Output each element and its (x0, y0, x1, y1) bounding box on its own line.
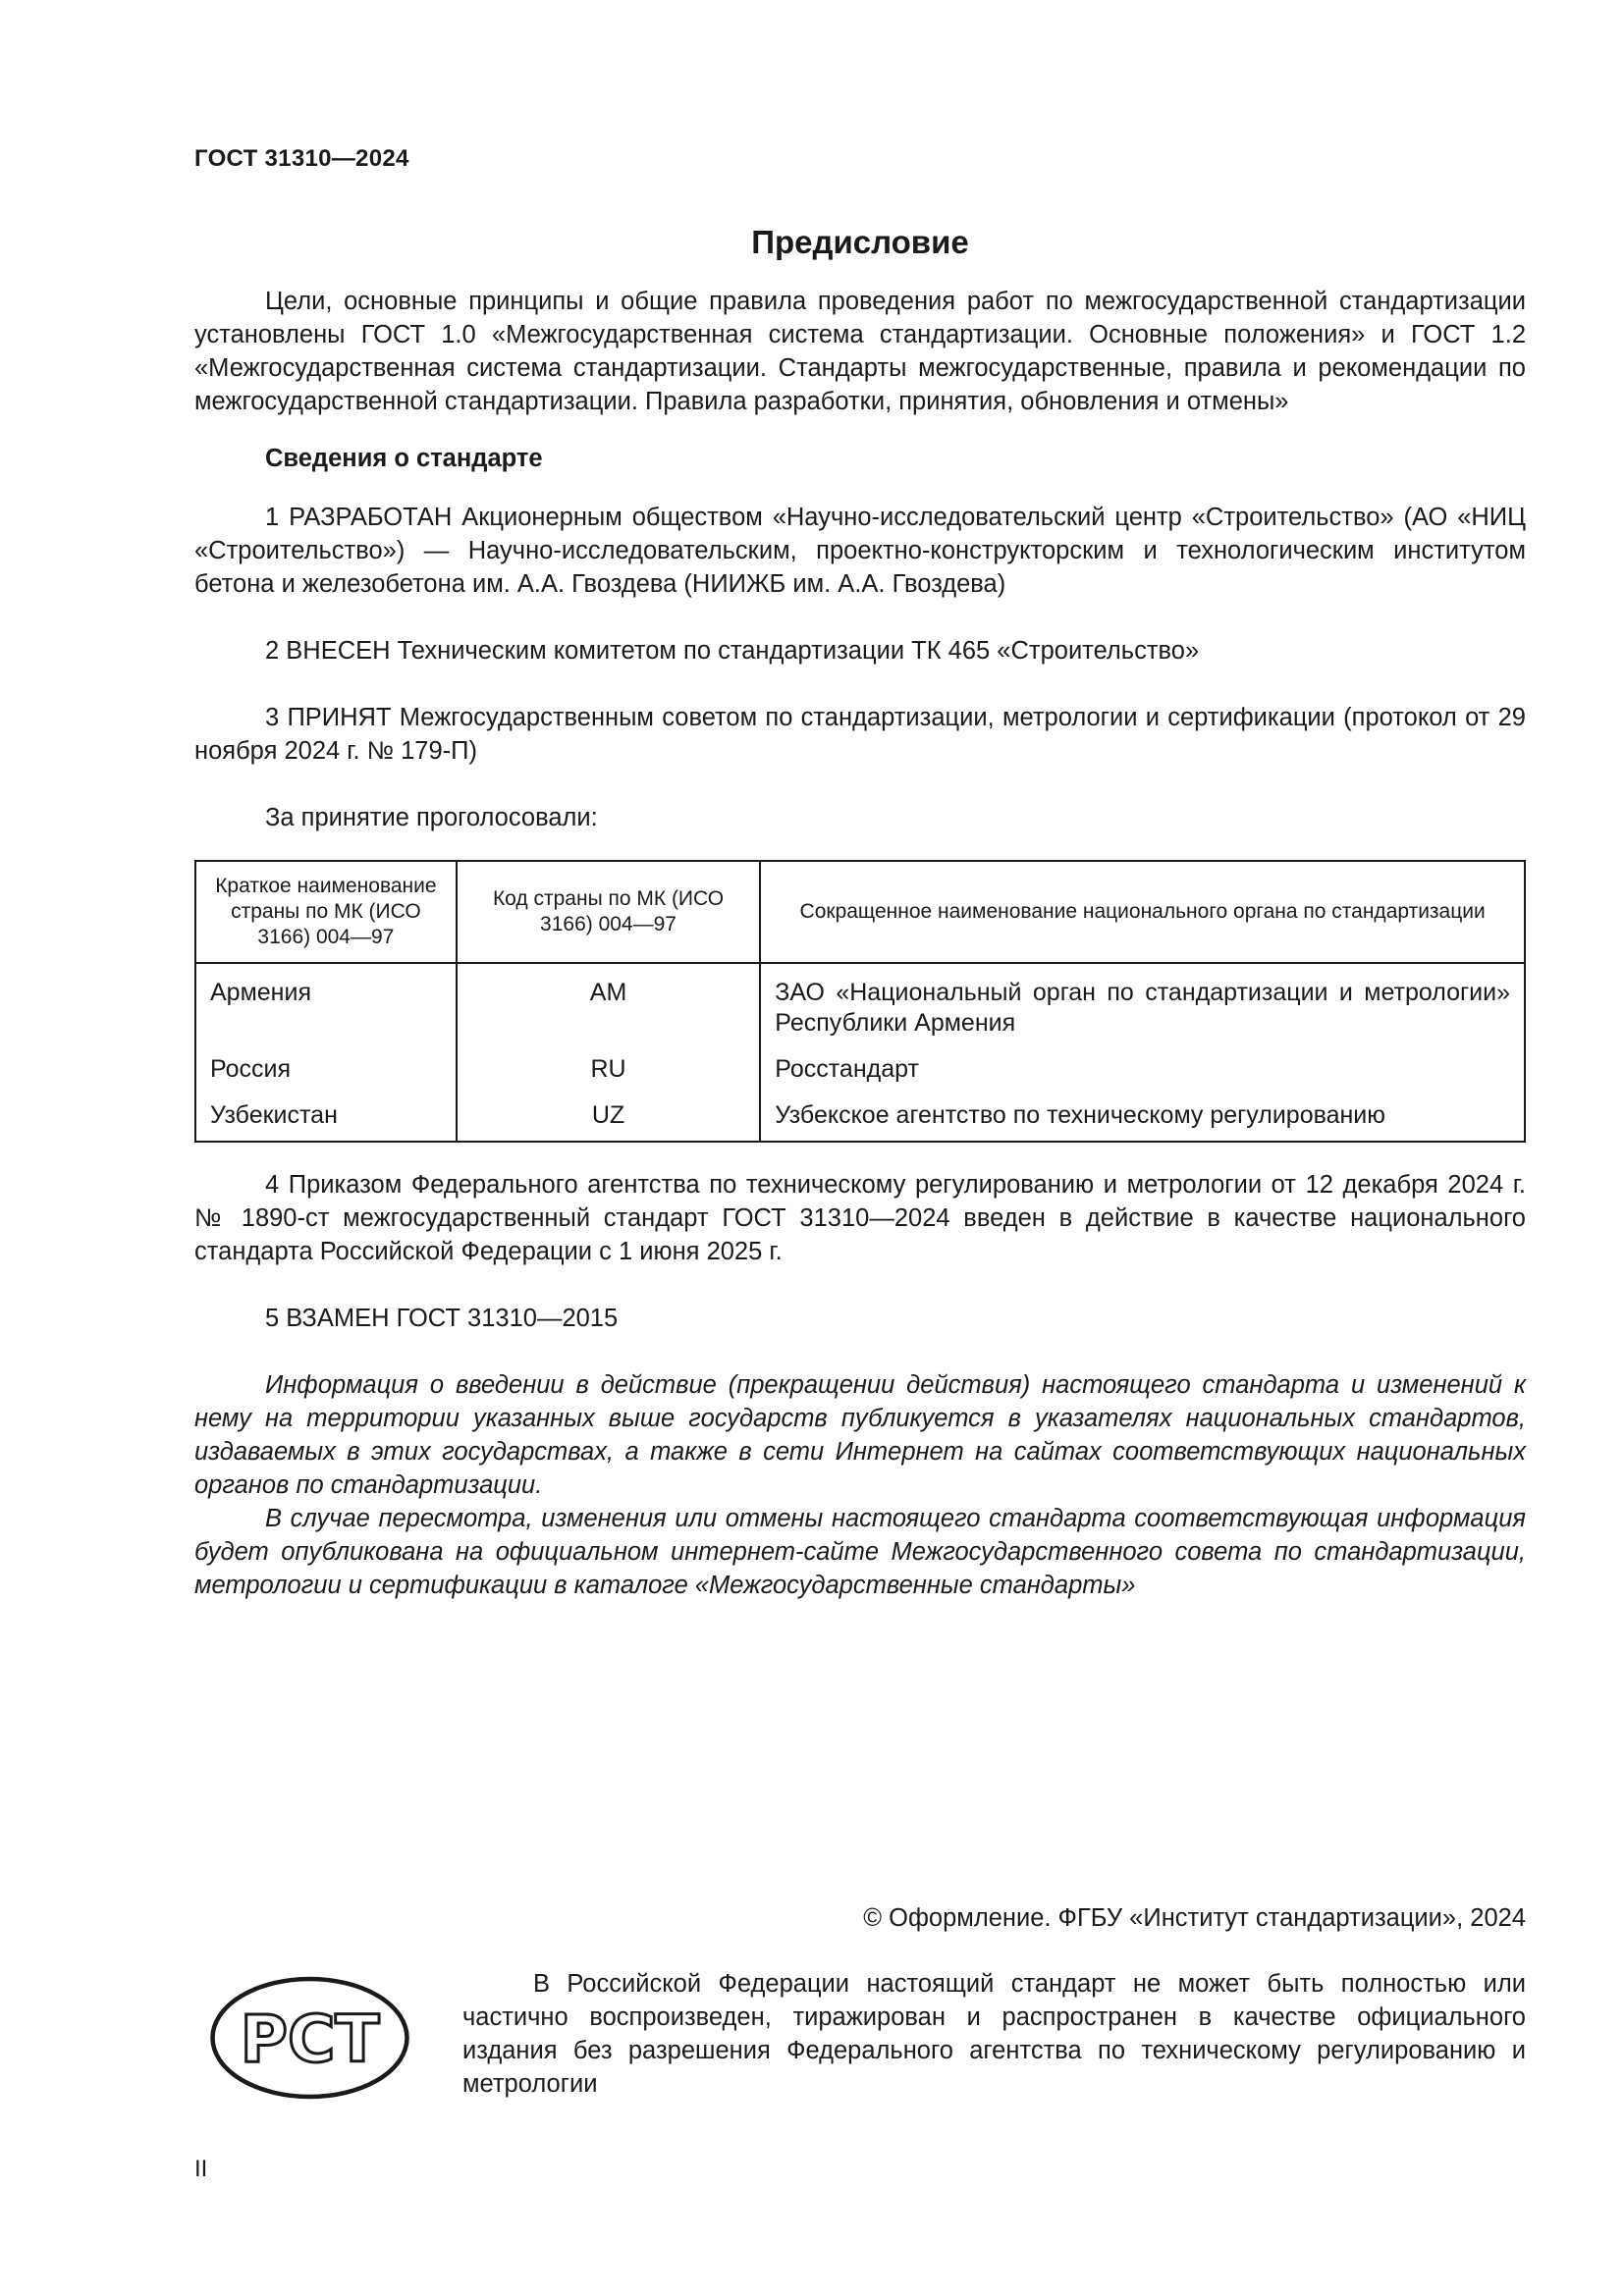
document-code: ГОСТ 31310—2024 (194, 145, 409, 172)
header-code: Код страны по МК (ИСО 3166) 004—97 (457, 861, 761, 963)
voted-label: За принятие проголосовали: (265, 804, 598, 831)
table-row (195, 1095, 1525, 1142)
item-introduced: 2 ВНЕСЕН Техническим комитетом по стандартизации ТК 465 «Строительство» (265, 637, 1200, 665)
rst-certification-mark-icon (209, 1975, 410, 2101)
copyright-line: © Оформление. ФГБУ «Институт стандартизации», 2024 (863, 1904, 1526, 1932)
cell-country: Армения (195, 963, 457, 1048)
cell-country: Узбекистан (195, 1095, 457, 1142)
document-page (194, 0, 1526, 2296)
table-row (195, 1048, 1525, 1095)
table-row (195, 963, 1525, 1048)
cell-org: ЗАО «Национальный орган по стандартизации и метрологии» Республики Армения (760, 963, 1525, 1048)
header-country: Краткое наименование страны по МК (ИСО 3166) 004—97 (195, 861, 457, 963)
cell-code: RU (457, 1048, 761, 1095)
cell-org: Росстандарт (760, 1048, 1525, 1095)
page-title: Предисловие (751, 224, 969, 260)
page-number: II (194, 2156, 208, 2182)
logo-glyphs: РСТ (240, 2002, 380, 2077)
copyright-notice: В Российской Федерации настоящий стандарт не может быть полностью или частично воспроизведен, тиражирован и распространен в качестве официального издания без разрешения Федерального агентства по техническому регулированию и метрологии (462, 1970, 1526, 2098)
standard-info-heading: Сведения о стандарте (265, 445, 543, 472)
cell-code: AM (457, 963, 761, 1048)
item-replaces: 5 ВЗАМЕН ГОСТ 31310—2015 (265, 1305, 619, 1332)
header-org: Сокращенное наименование национального органа по стандартизации (760, 861, 1525, 963)
vote-table (194, 860, 1526, 1143)
intro-paragraph: Цели, основные принципы и общие правила проведения работ по межгосударственной стандартизации установлены ГОСТ 1.0 «Межгосударственная система стандартизации. Основные положения» и ГОСТ 1.2 «Межгосударственная система стандартизации. Стандарты межгосударственные, правила и рекомендации по межгосударственной стандартизации. Правила разработки, принятия, обновления и отмены» (194, 288, 1526, 415)
item-developed: 1 РАЗРАБОТАН Акционерным обществом «Научно-исследовательский центр «Строительство» (АО «НИЦ «Строительство») — Научно-исследовательским, проектно-конструкторским и технологическим институтом бетона и железобетона им. А.А. Гвоздева (НИИЖБ им. А.А. Гвоздева) (194, 504, 1526, 598)
vote-table-header-row (195, 861, 1525, 963)
footer (194, 1967, 1526, 2114)
info-paragraph-2: В случае пересмотра, изменения или отмены настоящего стандарта соответствующая информация будет опубликована на официальном интернет-сайте Межгосударственного совета по стандартизации, метрологии и сертификации в каталоге «Межгосударственные стандарты» (194, 1505, 1526, 1599)
cell-org: Узбекское агентство по техническому регулированию (760, 1095, 1525, 1142)
item-adopted: 3 ПРИНЯТ Межгосударственным советом по стандартизации, метрологии и сертификации (протокол от 29 ноября 2024 г. № 179-П) (194, 704, 1526, 765)
item-order: 4 Приказом Федерального агентства по техническому регулированию и метрологии от 12 декабря 2024 г. № 1890-ст межгосударственный стандарт ГОСТ 31310—2024 введен в действие в качестве национального стандарта Российской Федерации с 1 июня 2025 г. (194, 1171, 1526, 1265)
document-body (194, 285, 1526, 1602)
cell-code: UZ (457, 1095, 761, 1142)
cell-country: Россия (195, 1048, 457, 1095)
info-paragraph-1: Информация о введении в действие (прекращении действия) настоящего стандарта и изменений к нему на территории указанных выше государств публикуется в указателях национальных стандартов, издаваемых в этих государствах, а также в сети Интернет на сайтах соответствующих национальных органов по стандартизации. (194, 1371, 1526, 1499)
